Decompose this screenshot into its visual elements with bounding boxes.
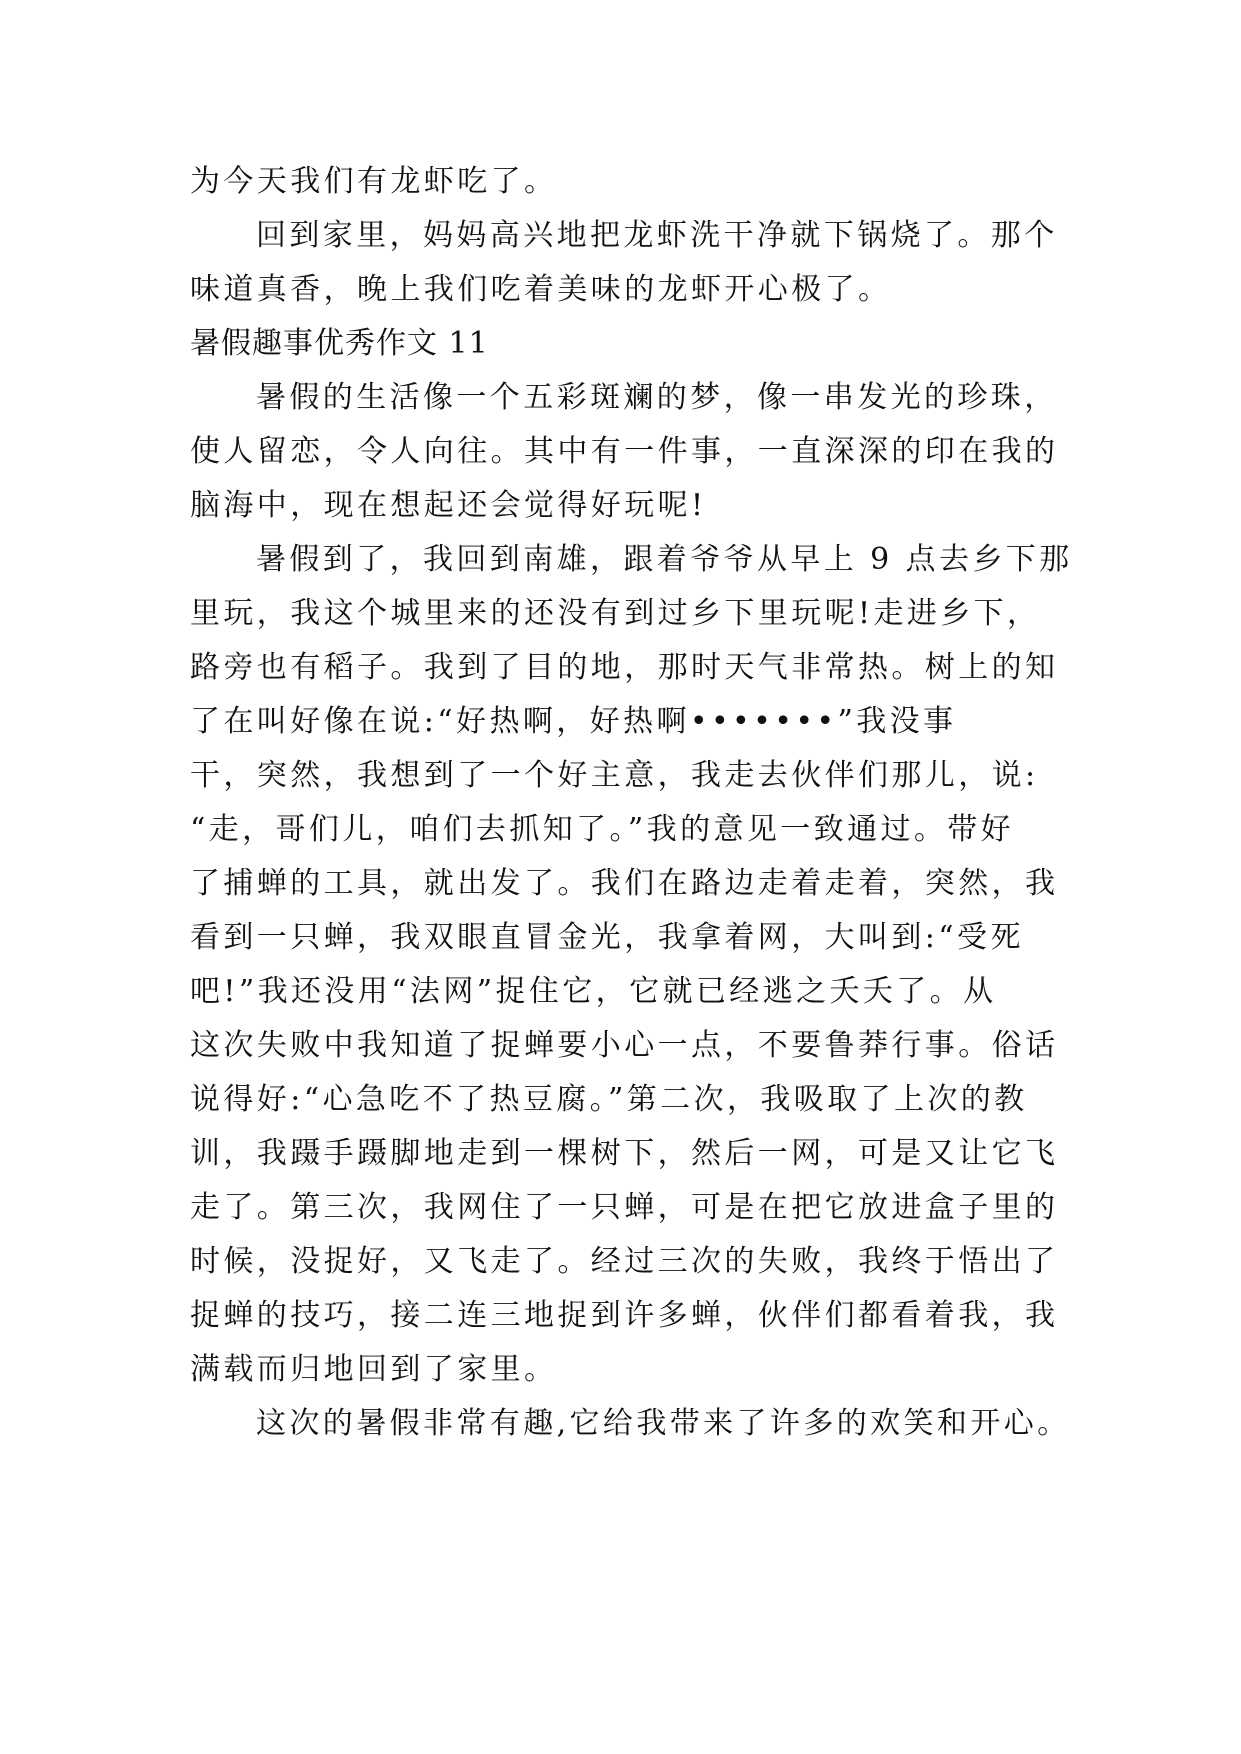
- text-line: 暑假的生活像一个五彩斑斓的梦，像一串发光的珍珠，: [256, 380, 1058, 415]
- text-line: 训，我蹑手蹑脚地走到一棵树下，然后一网，可是又让它飞: [190, 1136, 1059, 1171]
- section-heading: 暑假趣事优秀作文 11: [190, 326, 489, 361]
- text-line: 这次失败中我知道了捉蝉要小心一点，不要鲁莽行事。俗话: [190, 1028, 1059, 1063]
- text-line: 为今天我们有龙虾吃了。: [190, 164, 558, 199]
- text-line: 味道真香，晚上我们吃着美味的龙虾开心极了。: [190, 272, 892, 307]
- text-line: 里玩，我这个城里来的还没有到过乡下里玩呢!走进乡下，: [190, 596, 1041, 631]
- text-line: 脑海中，现在想起还会觉得好玩呢!: [190, 488, 707, 523]
- text-line: 看到一只蝉，我双眼直冒金光，我拿着网，大叫到:“受死: [190, 920, 1024, 955]
- text-line: “走，哥们儿，咱们去抓知了。”我的意见一致通过。带好: [190, 812, 1015, 847]
- text-line: 干，突然，我想到了一个好主意，我走去伙伴们那儿，说:: [190, 758, 1039, 793]
- text-line: 满载而归地回到了家里。: [190, 1352, 558, 1387]
- text-line: 了在叫好像在说:“好热啊，好热啊•••••••”我没事: [190, 704, 957, 739]
- text-line: 暑假到了，我回到南雄，跟着爷爷从早上 9 点去乡下那: [256, 542, 1073, 577]
- text-line: 这次的暑假非常有趣,它给我带来了许多的欢笑和开心。: [256, 1406, 1071, 1441]
- text-line: 时候，没捉好，又飞走了。经过三次的失败，我终于悟出了: [190, 1244, 1059, 1279]
- text-line: 路旁也有稻子。我到了目的地，那时天气非常热。树上的知: [190, 650, 1059, 685]
- text-line: 捉蝉的技巧，接二连三地捉到许多蝉，伙伴们都看着我，我: [190, 1298, 1059, 1333]
- text-line: 吧!”我还没用“法网”捉住它，它就已经逃之夭夭了。从: [190, 974, 997, 1009]
- text-line: 走了。第三次，我网住了一只蝉，可是在把它放进盒子里的: [190, 1190, 1059, 1225]
- text-line: 回到家里，妈妈高兴地把龙虾洗干净就下锅烧了。那个: [256, 218, 1058, 253]
- text-line: 了捕蝉的工具，就出发了。我们在路边走着走着，突然，我: [190, 866, 1059, 901]
- text-line: 使人留恋，令人向往。其中有一件事，一直深深的印在我的: [190, 434, 1059, 469]
- text-line: 说得好:“心急吃不了热豆腐。”第二次，我吸取了上次的教: [190, 1082, 1028, 1117]
